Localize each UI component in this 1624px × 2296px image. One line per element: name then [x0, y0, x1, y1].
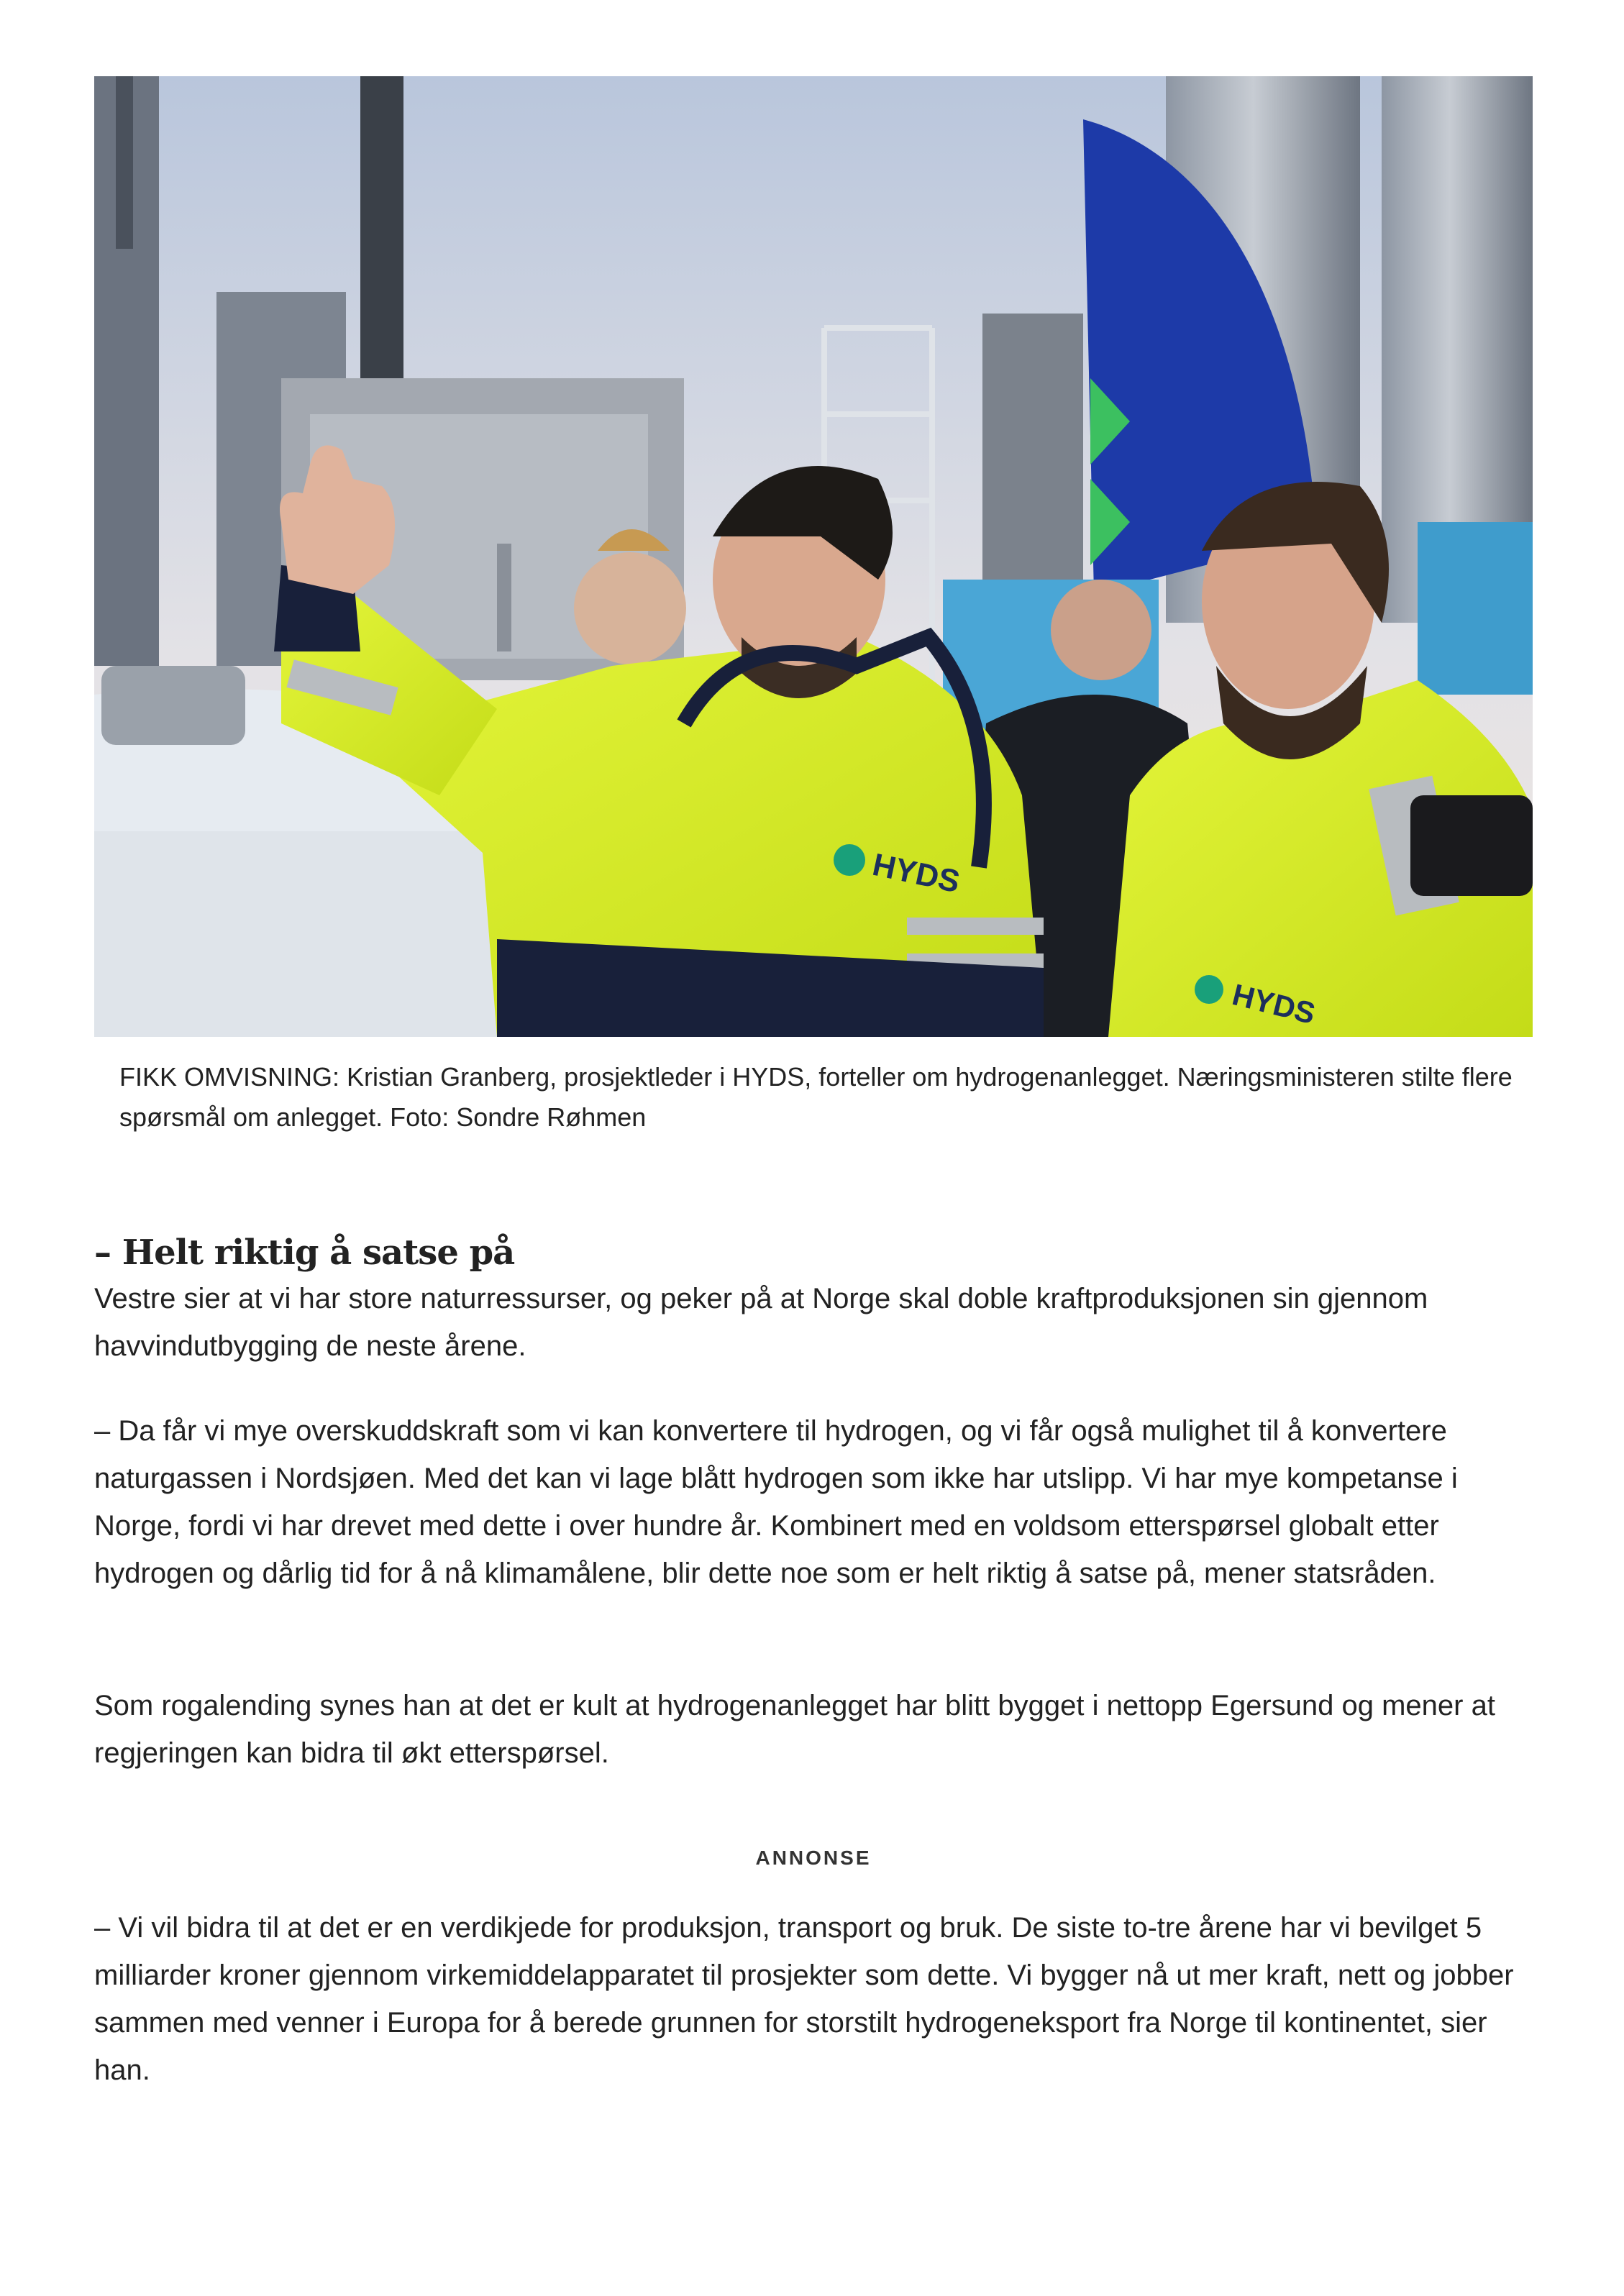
hyds-logo-right: HYDS: [1228, 977, 1319, 1030]
paragraph: – Vi vil bidra til at det er en verdikjede for produksjon, transport og bruk. De siste to-tre årene har vi bevilget 5 milliarder kroner gjennom virkemiddelapparatet til prosjekter som dette. Vi bygger nå ut mer kraft, nett og jobber sammen med venner i Europa for å berede grunnen for storstilt hydrogeneksport fra Norge til kontinentet, sier han.: [94, 1912, 1514, 2086]
ad-label: ANNONSE: [755, 1847, 872, 1869]
paragraph: Vestre sier at vi har store naturressurser, og peker på at Norge skal doble kraftproduksjonen sin gjennom havvindutbygging de neste årene.: [94, 1283, 1428, 1362]
car: [101, 666, 245, 745]
article-photo: [94, 76, 1533, 1037]
paragraph: – Da får vi mye overskuddskraft som vi kan konvertere til hydrogen, og vi får også mulighet til å konvertere naturgassen i Nordsjøen. Med det kan vi lage blått hydrogen som ikke har utslipp. Vi har mye kompetanse i Norge, fordi vi har drevet med dette i over hundre år. Kombinert med en voldsom etterspørsel globalt etter hydrogen og dårlig tid for å nå klimamålene, blir dette noe som er helt riktig å satse på, mener statsråden.: [94, 1415, 1458, 1589]
hyds-logo-left: HYDS: [869, 846, 963, 900]
paragraph: Som rogalending synes han at det er kult at hydrogenanlegget har blitt bygget i nettopp Egersund og mener at regjeringen kan bidra til økt etterspørsel.: [94, 1690, 1495, 1769]
photo-illustration: [94, 76, 1533, 1037]
section-subheading: – Helt riktig å satse på: [94, 1232, 515, 1273]
camera: [1410, 795, 1533, 896]
photo-caption: FIKK OMVISNING: Kristian Granberg, prosjektleder i HYDS, forteller om hydrogenanlegget. Næringsministeren stilte flere spørsmål om anlegget. Foto: Sondre Røhmen: [119, 1062, 1513, 1132]
